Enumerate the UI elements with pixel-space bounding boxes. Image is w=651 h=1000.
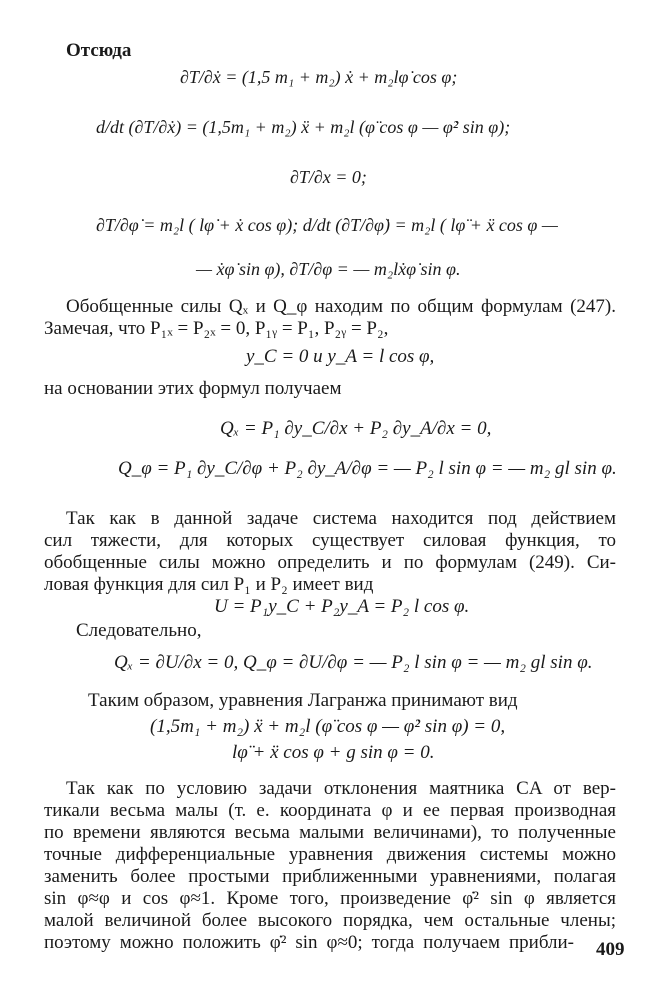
- equation-qphi: Q_φ = P₁ ∂y_C/∂φ + P₂ ∂y_A/∂φ = — P₂ l sin φ = — m₂ gl sin φ.: [118, 458, 617, 479]
- equation-force-function: U = P₁y_C + P₂y_A = P₂ l cos φ.: [214, 596, 470, 617]
- paragraph-line: Следовательно,: [76, 620, 202, 641]
- paragraph-line: тикали весьма малы (т. е. координата φ и ее первая производная: [44, 800, 616, 821]
- equation-lagrange-1: (1,5m₁ + m₂) ẍ + m₂l (φ̈ cos φ — φ̇² sin φ) = 0,: [150, 716, 506, 737]
- paragraph-line: заменить более простыми приближенными уравнениями, полагая: [44, 866, 616, 887]
- page-number: 409: [596, 939, 625, 960]
- paragraph-line: Таким образом, уравнения Лагранжа принимают вид: [88, 690, 518, 711]
- paragraph-line: Так как по условию задачи отклонения маятника CA от вер-: [66, 778, 616, 799]
- equation-dT-dphidot: ∂T/∂φ̇ = m₂l ( lφ̇ + ẋ cos φ); d/dt (∂T/∂φ̇) = m₂l ( lφ̈ + ẍ cos φ —: [96, 215, 558, 235]
- equation-dT-dphi: — ẋφ̇ sin φ), ∂T/∂φ = — m₂lẋφ̇ sin φ.: [196, 259, 461, 279]
- paragraph-line: Так как в данной задаче система находится под действием: [66, 508, 616, 529]
- paragraph-line: сил тяжести, для которых существует силовая функция, то: [44, 530, 616, 551]
- lead-word: Отсюда: [66, 40, 132, 61]
- paragraph-line: поэтому можно положить φ̇² sin φ≈0; тогда получаем прибли-: [44, 932, 574, 953]
- equation-dT-dx: ∂T/∂x = 0;: [290, 167, 367, 187]
- paragraph-line: на основании этих формул получаем: [44, 378, 342, 399]
- paragraph-line: по времени являются весьма малыми величинами), то полученные: [44, 822, 616, 843]
- paragraph-line: Обобщенные силы Qₓ и Q_φ находим по общим формулам (247).: [66, 296, 616, 317]
- equation-q-from-u: Qₓ = ∂U/∂x = 0, Q_φ = ∂U/∂φ = — P₂ l sin φ = — m₂ gl sin φ.: [114, 652, 593, 673]
- equation-ddt-dT-dxdot: d/dt (∂T/∂ẋ) = (1,5m₁ + m₂) ẍ + m₂l (φ̈ cos φ — φ̇² sin φ);: [96, 117, 511, 137]
- equation-lagrange-2: lφ̈ + ẍ cos φ + g sin φ = 0.: [232, 742, 435, 763]
- equation-dT-dxdot: ∂T/∂ẋ = (1,5 m₁ + m₂) ẋ + m₂lφ̇ cos φ;: [180, 67, 458, 87]
- paragraph-line: ловая функция для сил P₁ и P₂ имеет вид: [44, 574, 374, 595]
- paragraph-line: Замечая, что P₁ₓ = P₂ₓ = 0, P₁ᵧ = P₁, P₂ᵧ = P₂,: [44, 318, 389, 339]
- paragraph-line: малой величиной более высокого порядка, чем остальные члены;: [44, 910, 616, 931]
- paragraph-line: точные дифференциальные уравнения движения системы можно: [44, 844, 616, 865]
- paragraph-line: обобщенные силы можно определить и по формулам (249). Си-: [44, 552, 616, 573]
- paragraph-line: sin φ≈φ и cos φ≈1. Кроме того, произведение φ̇² sin φ является: [44, 888, 616, 909]
- equation-yc-ya: y_C = 0 и y_A = l cos φ,: [246, 346, 435, 367]
- equation-qx: Qₓ = P₁ ∂y_C/∂x + P₂ ∂y_A/∂x = 0,: [220, 418, 492, 439]
